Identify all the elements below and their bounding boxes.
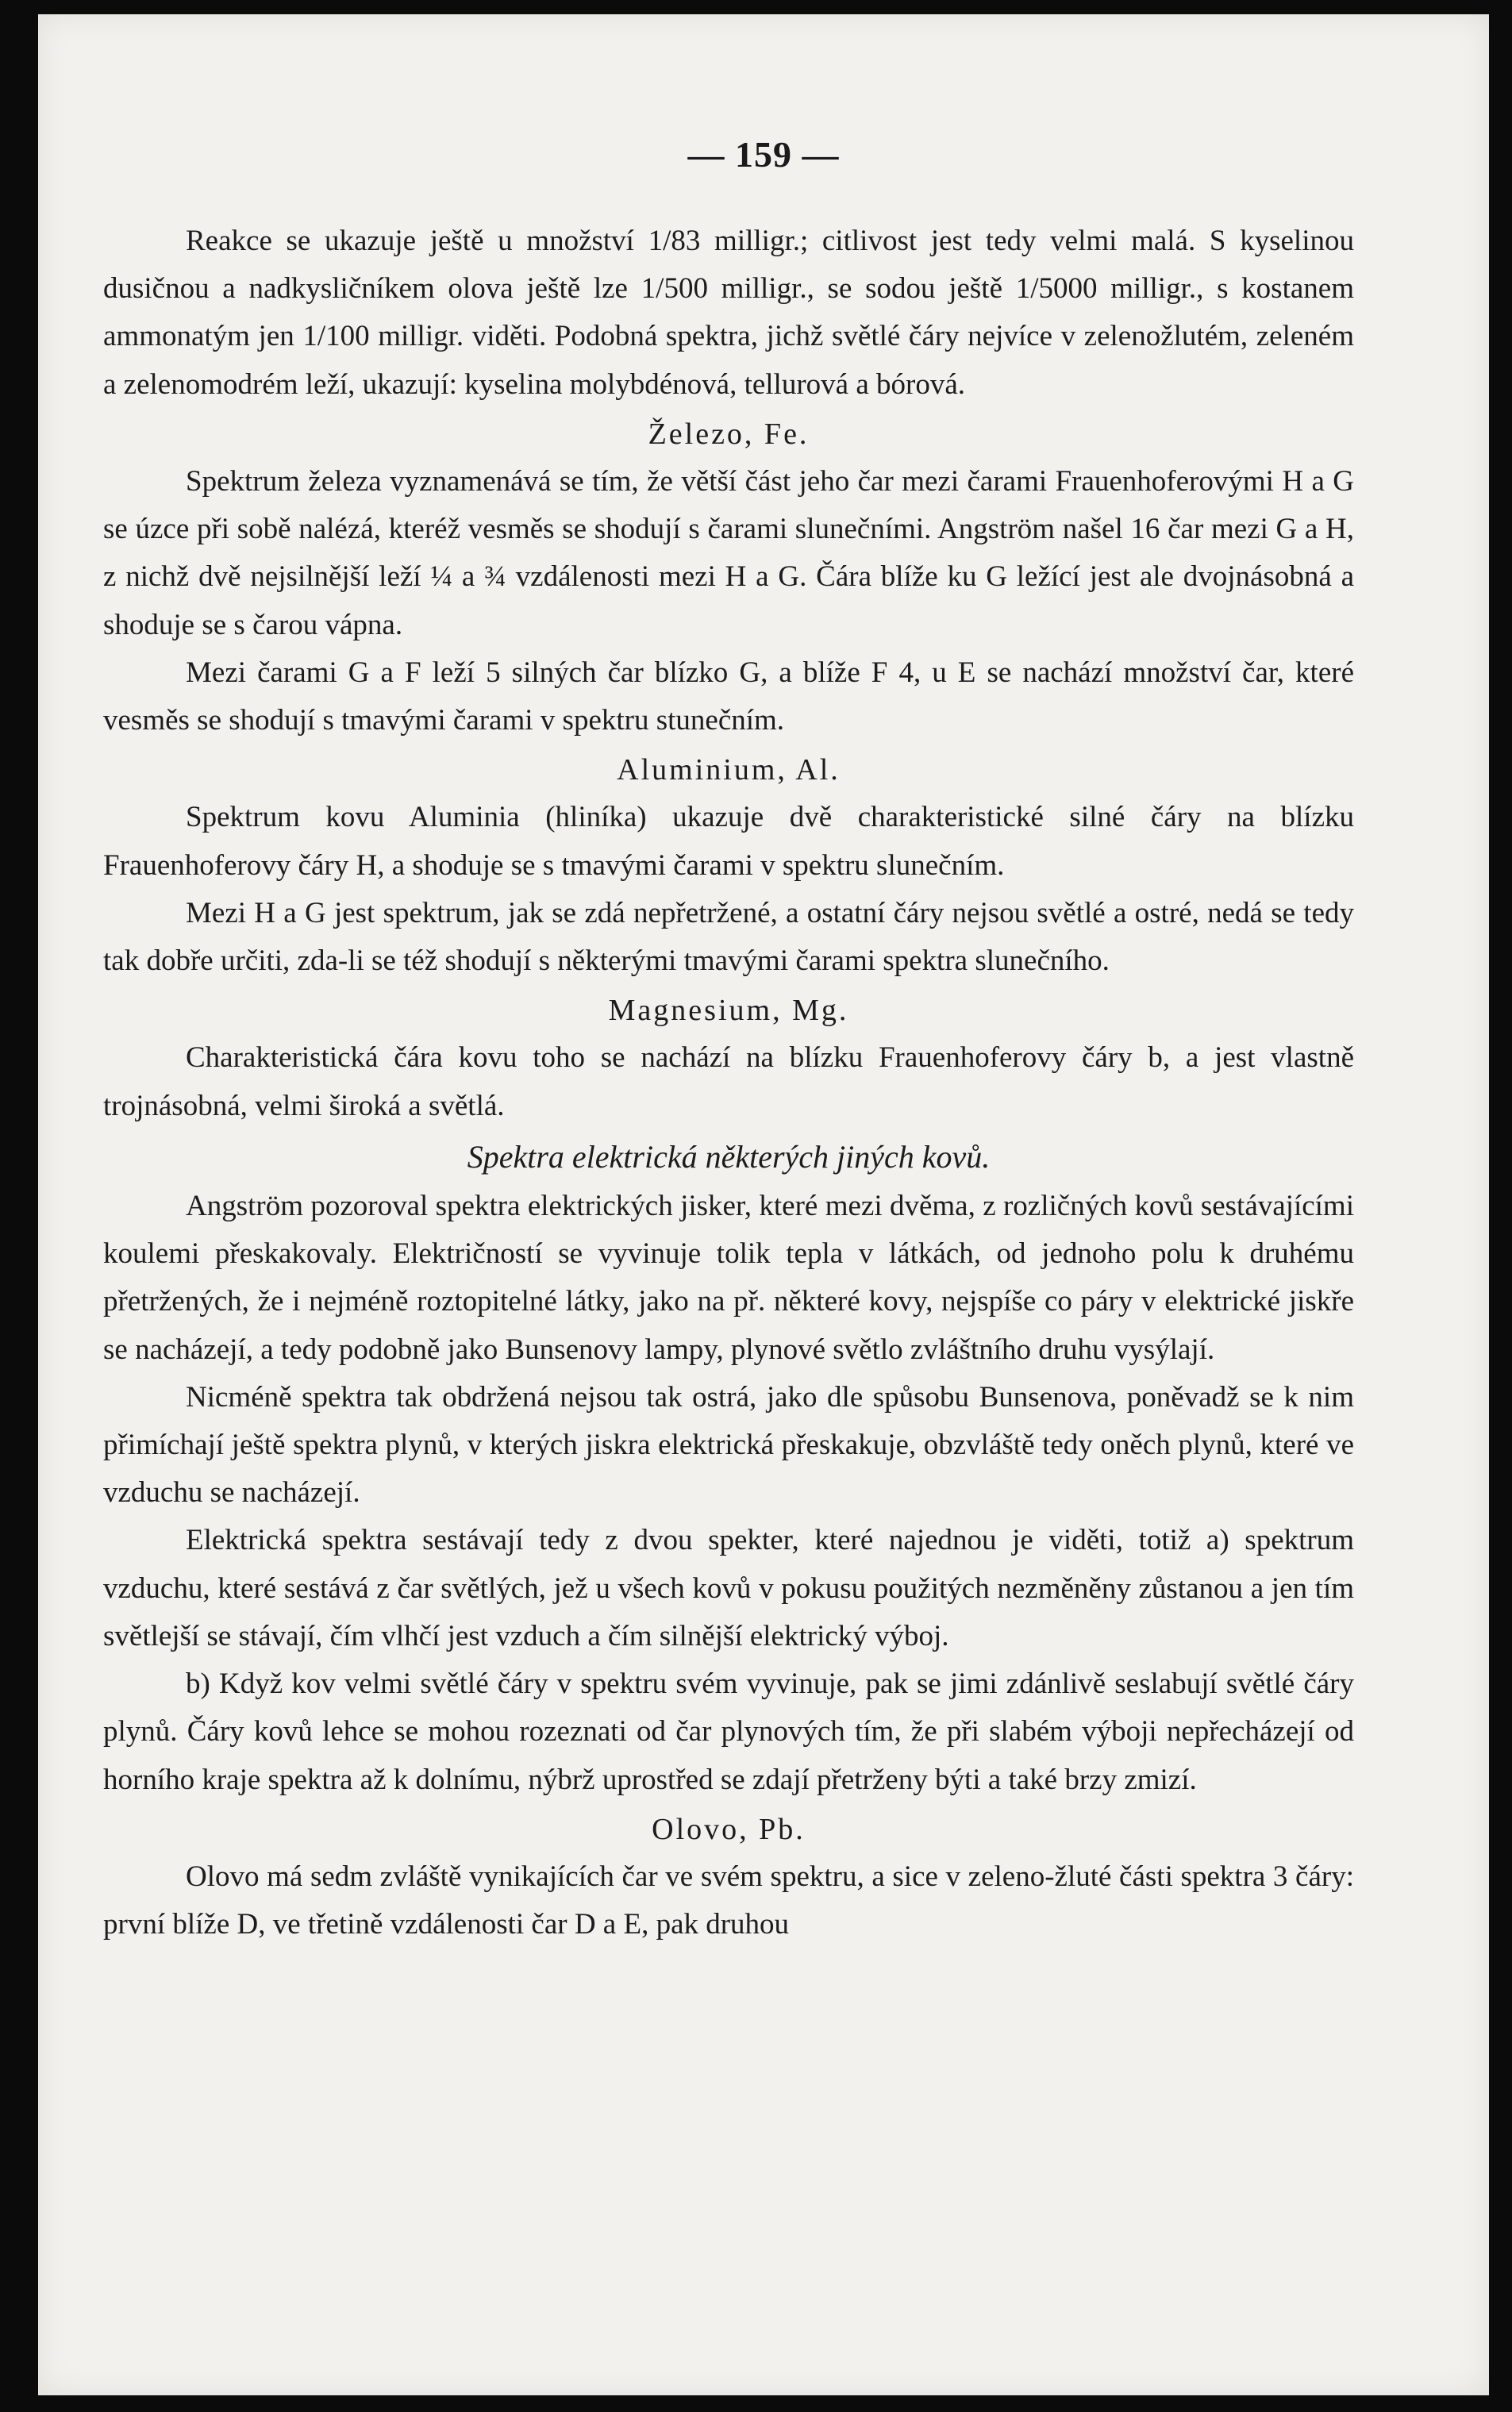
section-heading: Olovo, Pb. (652, 1812, 806, 1846)
page-number: — 159 — (687, 134, 840, 175)
paragraph: Spektrum železa vyznamenává se tím, že větší část jeho čar mezi čarami Frauenhoferovými H a G se úzce při sobě nalézá, kteréž vesměs se shodují s čarami slunečními. Angström našel 16 čar mezi G a H, z nichž dvě nejsilnější leží ¼ a ¾ vzdálenosti mezi H a G. Čára blíže ku G ležící jest ale dvojnásobná a shoduje se s čarou vápna. (103, 465, 1354, 641)
paragraph: b) Když kov velmi světlé čáry v spektru svém vyvinuje, pak se jimi zdánlivě seslabují světlé čáry plynů. Čáry kovů lehce se mohou rozeznati od čar plynových tím, že při slabém výboji nepřecházejí od horního kraje spektra až k dolnímu, nýbrž uprostřed se zdají přetrženy býti a také brzy zmizí. (103, 1668, 1354, 1796)
paragraph: Angström pozoroval spektra elektrických jisker, které mezi dvěma, z rozličných kovů sestávajícími koulemi přeskakovaly. Električností se vyvinuje tolik tepla v látkách, od jednoho polu k druhému přetržených, že i nejméně roztopitelné látky, jako na př. některé kovy, nejspíše co páry v elektrické jiskře se nacházejí, a tedy podobně jako Bunsenovy lampy, plynové světlo zvláštního druhu vysýlají. (103, 1190, 1354, 1366)
paragraph: Mezi H a G jest spektrum, jak se zdá nepřetržené, a ostatní čáry nejsou světlé a ostré, nedá se tedy tak dobře určiti, zda-li se též shodují s některými tmavými čarami spektra slunečního. (103, 896, 1354, 978)
paragraph: Nicméně spektra tak obdržená nejsou tak ostrá, jako dle spůsobu Bunsenova, poněvadž se k nim přimíchají ještě spektra plynů, v kterých jiskra elektrická přeskakuje, obzvláště tedy oněch plynů, které ve vzduchu se nacházejí. (103, 1380, 1354, 1510)
section-heading: Aluminium, Al. (617, 753, 841, 787)
paragraph: Olovo má sedm zvláště vynikajících čar ve svém spektru, a sice v zeleno-žluté části spektra 3 čáry: první blíže D, ve třetině vzdálenosti čar D a E, pak druhou (103, 1860, 1354, 1941)
paragraph: Elektrická spektra sestávají tedy z dvou spekter, které najednou je viděti, totiž a) spektrum vzduchu, které sestává z čar světlých, jež u všech kovů v pokusu použitých nezměněny zůstanou a jen tím světlejší se stávají, čím vlhčí jest vzduch a čím silnější elektrický výboj. (103, 1524, 1354, 1652)
paragraph: Charakteristická čára kovu toho se nachází na blízku Frauenhoferovy čáry b, a jest vlastně trojnásobná, velmi široká a světlá. (103, 1041, 1354, 1122)
section-title-italic: Spektra elektrická některých jiných kovů. (467, 1138, 991, 1175)
paragraph: Spektrum kovu Aluminia (hliníka) ukazuje dvě charakteristické silné čáry na blízku Frauenhoferovy čáry H, a shoduje se s tmavými čarami v spektru slunečním. (103, 801, 1354, 882)
book-page (38, 14, 1489, 2395)
page-content (103, 217, 1354, 1948)
section-heading: Magnesium, Mg. (608, 994, 849, 1028)
section-heading: Železo, Fe. (648, 417, 810, 451)
paragraph: Reakce se ukazuje ještě u množství 1/83 milligr.; citlivost jest tedy velmi malá. S kyselinou dusičnou a nadkysličníkem olova ještě lze 1/500 milligr., se sodou ještě 1/5000 milligr., s kostanem ammonatým jen 1/100 milligr. viděti. Podobná spektra, jichž světlé čáry nejvíce v zelenožlutém, zeleném a zelenomodrém leží, ukazují: kyselina molybdénová, tellurová a bórová. (103, 225, 1354, 401)
paragraph: Mezi čarami G a F leží 5 silných čar blízko G, a blíže F 4, u E se nachází množství čar, které vesměs se shodují s tmavými čarami v spektru stunečním. (103, 656, 1354, 737)
